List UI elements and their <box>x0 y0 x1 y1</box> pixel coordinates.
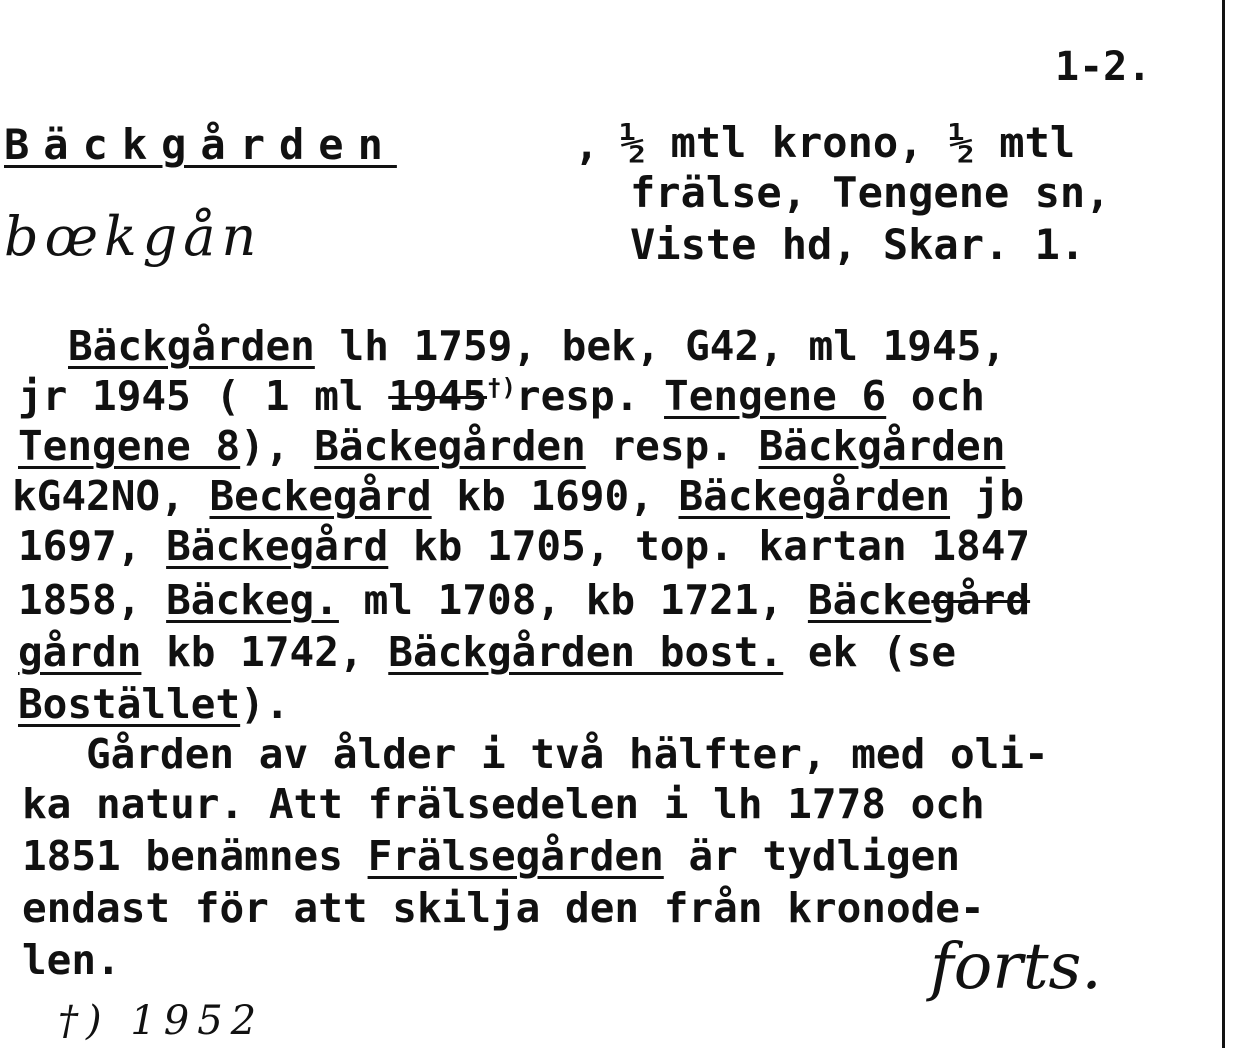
place-name-ref: Tengene 6 <box>664 372 887 420</box>
text-run: ml 1708, kb 1721, <box>338 576 808 624</box>
paragraph1-line-5 <box>18 522 1030 570</box>
struck-year: 1945 <box>388 372 488 420</box>
place-name-ref: Bostället <box>18 680 241 728</box>
place-name-ref: Bäcke <box>807 576 932 624</box>
text-run: kG42NO, <box>12 472 210 520</box>
paragraph2-line-5: len. <box>22 936 121 984</box>
text-run: ), <box>240 422 315 470</box>
text-run: jb <box>950 472 1025 520</box>
place-name-ref: Bäckegård <box>166 522 389 570</box>
text-run: lh 1759, bek, G42, ml 1945, <box>314 322 1006 370</box>
handwritten-continued-note: forts. <box>930 930 1102 1004</box>
text-run: jr 1945 ( 1 ml <box>18 372 389 420</box>
place-name-ref: Tengene 8 <box>18 422 241 470</box>
text-run: kb 1690, <box>431 472 679 520</box>
text-run: kb 1705, top. kartan 1847 <box>388 522 1031 570</box>
place-name-ref: gårdn <box>18 628 142 676</box>
text-run: är tydligen <box>663 832 961 880</box>
paragraph1-line-4 <box>12 472 1024 520</box>
heading-description-line-1: ½ mtl krono, ½ mtl <box>620 118 1076 167</box>
text-run: och <box>886 372 985 420</box>
heading-place-name: Bäckgården <box>4 120 397 169</box>
paragraph2-line-1: Gården av ålder i två hälfter, med oli- <box>86 730 1049 778</box>
text-run: ek (se <box>783 628 957 676</box>
handwritten-footnote: †) 1952 <box>58 998 265 1044</box>
place-name-ref: Bäckgården bost. <box>388 628 784 676</box>
place-name-ref: Bäckgården <box>68 322 315 370</box>
paragraph1-line-6 <box>18 576 1030 624</box>
paragraph2-line-3 <box>22 832 960 880</box>
card-number: 1-2. <box>1055 44 1152 90</box>
text-run: resp. <box>515 372 665 420</box>
paragraph1-line-8 <box>18 680 290 728</box>
text-run: 1851 benämnes <box>22 832 368 880</box>
paragraph1-line-7 <box>18 628 956 676</box>
place-name-ref: Bäckegården <box>314 422 586 470</box>
paragraph2-line-2: ka natur. Att frälsedelen i lh 1778 och <box>22 780 985 828</box>
heading-description-line-2: frälse, Tengene sn, <box>630 168 1111 217</box>
place-name-ref: Beckegård <box>209 472 432 520</box>
paragraph2-line-4: endast för att skilja den från kronode- <box>22 884 985 932</box>
text-run: kb 1742, <box>141 628 389 676</box>
handwritten-pronunciation: bœkgån <box>4 205 263 268</box>
text-run: 1858, <box>18 576 167 624</box>
place-name-ref: Frälsegården <box>367 832 664 880</box>
paragraph1-line-3 <box>18 422 1005 470</box>
place-name-ref: Bäckegården <box>678 472 951 520</box>
paragraph1-line-2 <box>18 372 985 420</box>
place-name-ref: Bäckgården <box>758 422 1006 470</box>
card-edge-line <box>1222 0 1225 1048</box>
text-run: 1697, <box>18 522 167 570</box>
footnote-marker: †) <box>487 373 516 402</box>
place-name-ref: Bäckeg. <box>166 576 339 624</box>
heading-description-line-3: Viste hd, Skar. 1. <box>630 220 1086 269</box>
heading-comma: , <box>574 120 600 169</box>
text-run: resp. <box>585 422 759 470</box>
text-run: ). <box>240 680 290 728</box>
struck-text: gård <box>931 576 1031 624</box>
paragraph1-line-1 <box>68 322 1006 370</box>
